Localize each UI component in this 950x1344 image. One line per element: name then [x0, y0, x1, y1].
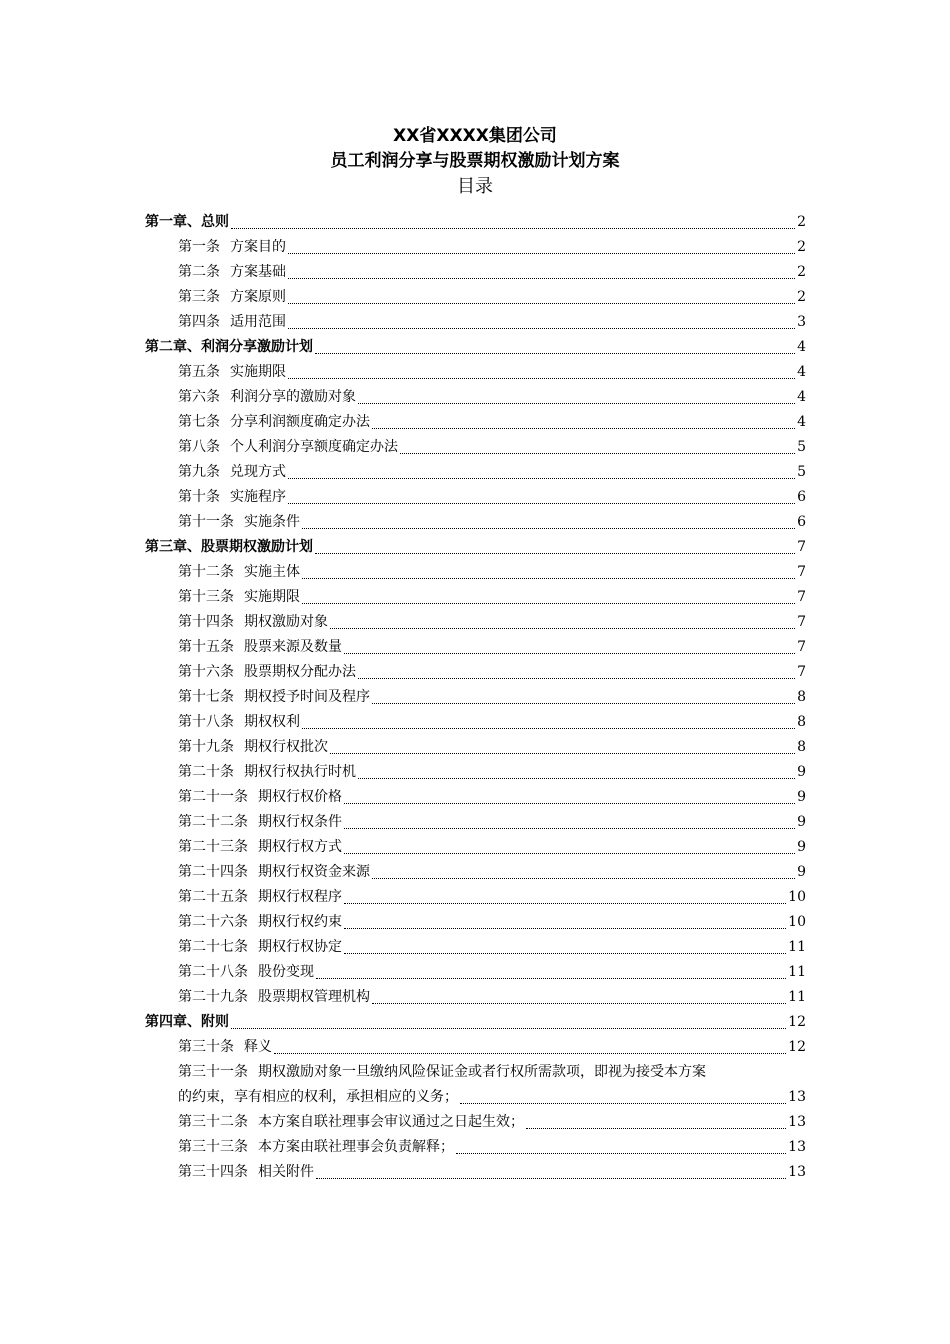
toc-article-number: 第六条 [178, 389, 220, 405]
toc-dot-leader [231, 210, 795, 229]
toc-dot-leader [344, 935, 786, 954]
toc-page-number: 7 [797, 589, 806, 605]
toc-page-number: 13 [788, 1089, 806, 1105]
toc-dot-leader [330, 610, 795, 629]
toc-entry-label: 第二章、利润分享激励计划 [145, 339, 313, 355]
toc-page-number: 11 [788, 964, 806, 980]
toc-article-number: 第三十一条 [178, 1064, 248, 1080]
toc-page-number: 7 [797, 564, 806, 580]
toc-article-number: 第三十四条 [178, 1164, 248, 1180]
toc-article-title: 个人利润分享额度确定办法 [230, 439, 398, 455]
toc-article-number: 第十条 [178, 489, 220, 505]
toc-dot-leader [372, 860, 795, 879]
toc-article-number: 第一条 [178, 239, 220, 255]
toc-dot-leader [344, 835, 795, 854]
toc-entry-label [178, 735, 328, 760]
toc-page-number: 7 [797, 614, 806, 630]
toc-article-number: 第二十八条 [178, 964, 248, 980]
toc-article-number: 第三十二条 [178, 1114, 248, 1130]
toc-entry-label [178, 685, 370, 710]
toc-dot-leader [288, 235, 795, 254]
toc-article-title: 本方案由联社理事会负责解释； [258, 1139, 454, 1155]
toc-article-entry[interactable] [145, 285, 806, 310]
toc-dot-leader [460, 1085, 786, 1104]
toc-entry-label [178, 485, 286, 510]
toc-page-number: 10 [788, 914, 806, 930]
toc-article-entry[interactable] [145, 1110, 806, 1135]
toc-article-title: 分享利润额度确定办法 [230, 414, 370, 430]
toc-article-entry[interactable] [145, 985, 806, 1010]
toc-dot-leader [315, 535, 795, 554]
toc-article-title: 期权行权执行时机 [244, 764, 356, 780]
toc-article-entry[interactable] [145, 835, 806, 860]
toc-entry-label [178, 1160, 314, 1185]
toc-article-title-cont: 的约束，享有相应的权利，承担相应的义务； [178, 1089, 458, 1105]
toc-dot-leader [344, 910, 786, 929]
toc-entry-label [178, 360, 286, 385]
toc-page-number: 5 [797, 439, 806, 455]
toc-dot-leader [274, 1035, 786, 1054]
toc-article-entry[interactable] [145, 710, 806, 735]
toc-dot-leader [302, 510, 795, 529]
toc-dot-leader [358, 760, 795, 779]
toc-article-title: 股票来源及数量 [244, 639, 342, 655]
toc-entry-label [178, 585, 300, 610]
toc-article-title: 期权激励对象 [244, 614, 328, 630]
toc-article-title: 期权授予时间及程序 [244, 689, 370, 705]
toc-article-entry[interactable] [145, 360, 806, 385]
toc-article-title: 期权权利 [244, 714, 300, 730]
toc-page-number: 4 [797, 339, 806, 355]
toc-dot-leader [315, 335, 795, 354]
toc-entry-label [178, 285, 286, 310]
toc-page-number: 7 [797, 639, 806, 655]
toc-page-number: 7 [797, 664, 806, 680]
toc-entry-label [178, 635, 342, 660]
toc-dot-leader [330, 735, 795, 754]
toc-dot-leader [372, 410, 795, 429]
toc-page-number: 9 [797, 764, 806, 780]
toc-entry-label [178, 860, 370, 885]
toc-page-number: 3 [797, 314, 806, 330]
toc-article-entry[interactable] [145, 485, 806, 510]
toc-article-title: 释义 [244, 1039, 272, 1055]
toc-dot-leader [344, 810, 795, 829]
toc-article-entry[interactable] [145, 260, 806, 285]
toc-page-number: 9 [797, 839, 806, 855]
toc-article-title: 利润分享的激励对象 [230, 389, 356, 405]
toc-entry-label [178, 960, 314, 985]
toc-article-entry[interactable] [145, 1135, 806, 1160]
toc-article-number: 第二十条 [178, 764, 234, 780]
toc-dot-leader [231, 1010, 786, 1029]
toc-article-title: 方案基础 [230, 264, 286, 280]
toc-page-number: 11 [788, 939, 806, 955]
toc-article-entry[interactable] [145, 810, 806, 835]
toc-article-number: 第三条 [178, 289, 220, 305]
toc-article-number: 第五条 [178, 364, 220, 380]
toc-dot-leader [372, 985, 786, 1004]
toc-article-number: 第十一条 [178, 514, 234, 530]
toc-dot-leader [358, 660, 795, 679]
plan-title: 员工利润分享与股票期权激励计划方案 [330, 151, 620, 171]
toc-dot-leader [400, 435, 795, 454]
toc-article-title: 实施主体 [244, 564, 300, 580]
toc-entry-label [178, 310, 286, 335]
toc-article-entry[interactable] [145, 560, 806, 585]
toc-entry-label [178, 410, 370, 435]
toc-dot-leader [288, 360, 795, 379]
toc-chapter-entry[interactable] [145, 335, 806, 360]
toc-article-entry[interactable] [145, 660, 806, 685]
toc-page-number: 5 [797, 464, 806, 480]
toc-chapter-entry[interactable] [145, 1010, 806, 1035]
toc-article-title: 本方案自联社理事会审议通过之日起生效； [258, 1114, 524, 1130]
toc-article-entry[interactable] [145, 385, 806, 410]
toc-entry-label: 第三章、股票期权激励计划 [145, 539, 313, 555]
toc-article-entry[interactable] [145, 860, 806, 885]
toc-dot-leader [288, 485, 795, 504]
toc-dot-leader [288, 260, 795, 279]
toc-article-entry[interactable] [145, 1160, 806, 1185]
toc-article-number: 第十三条 [178, 589, 234, 605]
toc-article-title: 实施期限 [244, 589, 300, 605]
toc-article-number: 第八条 [178, 439, 220, 455]
toc-article-entry[interactable] [145, 685, 806, 710]
toc-page-number: 13 [788, 1164, 806, 1180]
toc-article-title: 相关附件 [258, 1164, 314, 1180]
toc-page-number: 4 [797, 364, 806, 380]
toc-article-entry[interactable] [145, 310, 806, 335]
toc-entry-label [178, 935, 342, 960]
toc-article-entry[interactable] [145, 910, 806, 935]
toc-article-number: 第二十五条 [178, 889, 248, 905]
toc-dot-leader [316, 1160, 786, 1179]
toc-dot-leader [288, 460, 795, 479]
toc-article-number: 第二十七条 [178, 939, 248, 955]
toc-dot-leader [358, 385, 795, 404]
toc-entry-label [178, 760, 356, 785]
toc-article-title: 实施程序 [230, 489, 286, 505]
toc-chapter-entry[interactable] [145, 535, 806, 560]
toc-page-number: 2 [797, 289, 806, 305]
toc-entry-label [178, 910, 342, 935]
toc-entry-label [178, 510, 300, 535]
toc-dot-leader [526, 1110, 786, 1129]
toc-article-entry[interactable] [145, 960, 806, 985]
toc-page-number: 9 [797, 789, 806, 805]
toc-entry-label: 第一章、总则 [145, 214, 229, 230]
toc-article-title: 方案原则 [230, 289, 286, 305]
toc-entry-label [178, 435, 398, 460]
toc-article-title: 期权行权方式 [258, 839, 342, 855]
toc-chapter-entry[interactable] [145, 210, 806, 235]
toc-article-entry[interactable] [145, 885, 806, 910]
toc-page-number: 4 [797, 414, 806, 430]
toc-entry-label [178, 885, 342, 910]
toc-entry-label [178, 785, 342, 810]
toc-page-number: 9 [797, 814, 806, 830]
toc-page-number: 9 [797, 864, 806, 880]
toc-page-number: 6 [797, 514, 806, 530]
toc-dot-leader [316, 960, 786, 979]
toc-entry-label [178, 260, 286, 285]
toc-article-title: 股票期权分配办法 [244, 664, 356, 680]
toc-article-entry-multiline[interactable] [145, 1060, 806, 1110]
toc-article-title: 股份变现 [258, 964, 314, 980]
toc-entry-label [178, 235, 286, 260]
toc-dot-leader [344, 885, 786, 904]
toc-article-number: 第三十条 [178, 1039, 234, 1055]
toc-entry-label [178, 810, 342, 835]
company-title: XX省XXXX集团公司 [393, 126, 557, 146]
toc-dot-leader [288, 310, 795, 329]
toc-article-entry[interactable] [145, 510, 806, 535]
toc-article-title: 期权行权约束 [258, 914, 342, 930]
toc-article-number: 第二条 [178, 264, 220, 280]
toc-article-title: 实施期限 [230, 364, 286, 380]
toc-article-entry[interactable] [145, 760, 806, 785]
toc-article-number: 第二十三条 [178, 839, 248, 855]
toc-dot-leader [372, 685, 795, 704]
toc-article-entry[interactable] [145, 235, 806, 260]
toc-article-number: 第二十四条 [178, 864, 248, 880]
toc-article-number: 第四条 [178, 314, 220, 330]
toc-article-number: 第九条 [178, 464, 220, 480]
toc-article-number: 第十五条 [178, 639, 234, 655]
toc-page-number: 2 [797, 214, 806, 230]
toc-article-number: 第十二条 [178, 564, 234, 580]
toc-entry-label [178, 1135, 454, 1160]
toc-page-number: 8 [797, 739, 806, 755]
toc-page-number: 10 [788, 889, 806, 905]
toc-dot-leader [344, 785, 795, 804]
toc-article-number: 第三十三条 [178, 1139, 248, 1155]
table-of-contents [145, 210, 806, 1185]
toc-article-title: 实施条件 [244, 514, 300, 530]
toc-article-title: 期权行权协定 [258, 939, 342, 955]
toc-article-entry[interactable] [145, 435, 806, 460]
toc-article-entry[interactable] [145, 635, 806, 660]
toc-entry-label [178, 385, 356, 410]
toc-article-number: 第十八条 [178, 714, 234, 730]
toc-page-number: 7 [797, 539, 806, 555]
toc-article-entry[interactable] [145, 1035, 806, 1060]
toc-entry-label [178, 835, 342, 860]
toc-article-title: 期权行权资金来源 [258, 864, 370, 880]
toc-page-number: 4 [797, 389, 806, 405]
toc-article-title: 兑现方式 [230, 464, 286, 480]
toc-article-title: 期权行权批次 [244, 739, 328, 755]
toc-entry-label [178, 1035, 272, 1060]
toc-article-number: 第二十六条 [178, 914, 248, 930]
toc-page-number: 13 [788, 1114, 806, 1130]
toc-page-number: 2 [797, 239, 806, 255]
toc-page-number: 11 [788, 989, 806, 1005]
toc-heading: 目录 [457, 176, 493, 197]
toc-article-title: 股票期权管理机构 [258, 989, 370, 1005]
toc-multiline-second [145, 1085, 806, 1110]
toc-article-number: 第十四条 [178, 614, 234, 630]
toc-entry-label: 第四章、附则 [145, 1014, 229, 1030]
toc-entry-label [178, 560, 300, 585]
toc-entry-label [178, 460, 286, 485]
toc-article-number: 第二十九条 [178, 989, 248, 1005]
toc-dot-leader [302, 585, 795, 604]
toc-article-title: 适用范围 [230, 314, 286, 330]
toc-article-entry[interactable] [145, 735, 806, 760]
toc-entry-label [178, 1110, 524, 1135]
toc-dot-leader [288, 285, 795, 304]
toc-page-number: 8 [797, 689, 806, 705]
toc-article-number: 第十六条 [178, 664, 234, 680]
toc-multiline-first [178, 1060, 806, 1085]
toc-article-number: 第二十一条 [178, 789, 248, 805]
toc-page-number: 2 [797, 264, 806, 280]
toc-entry-label [178, 660, 356, 685]
toc-article-title: 期权行权条件 [258, 814, 342, 830]
toc-article-number: 第十七条 [178, 689, 234, 705]
toc-article-entry[interactable] [145, 460, 806, 485]
toc-article-entry[interactable] [145, 935, 806, 960]
toc-entry-label [178, 710, 300, 735]
toc-page-number: 6 [797, 489, 806, 505]
toc-dot-leader [344, 635, 795, 654]
toc-article-entry[interactable] [145, 585, 806, 610]
toc-dot-leader [456, 1135, 786, 1154]
toc-page-number: 13 [788, 1139, 806, 1155]
toc-article-entry[interactable] [145, 610, 806, 635]
toc-article-title: 期权行权价格 [258, 789, 342, 805]
toc-article-title: 方案目的 [230, 239, 286, 255]
toc-article-number: 第二十二条 [178, 814, 248, 830]
toc-article-entry[interactable] [145, 785, 806, 810]
toc-article-title: 期权激励对象一旦缴纳风险保证金或者行权所需款项，即视为接受本方案 [258, 1064, 706, 1080]
toc-entry-label [178, 985, 370, 1010]
toc-dot-leader [302, 710, 795, 729]
toc-article-number: 第十九条 [178, 739, 234, 755]
toc-page-number: 12 [788, 1039, 806, 1055]
toc-entry-label [178, 610, 328, 635]
toc-page-number: 12 [788, 1014, 806, 1030]
toc-article-title: 期权行权程序 [258, 889, 342, 905]
toc-article-entry[interactable] [145, 410, 806, 435]
toc-dot-leader [302, 560, 795, 579]
toc-article-number: 第七条 [178, 414, 220, 430]
document-header [0, 124, 950, 199]
toc-page-number: 8 [797, 714, 806, 730]
